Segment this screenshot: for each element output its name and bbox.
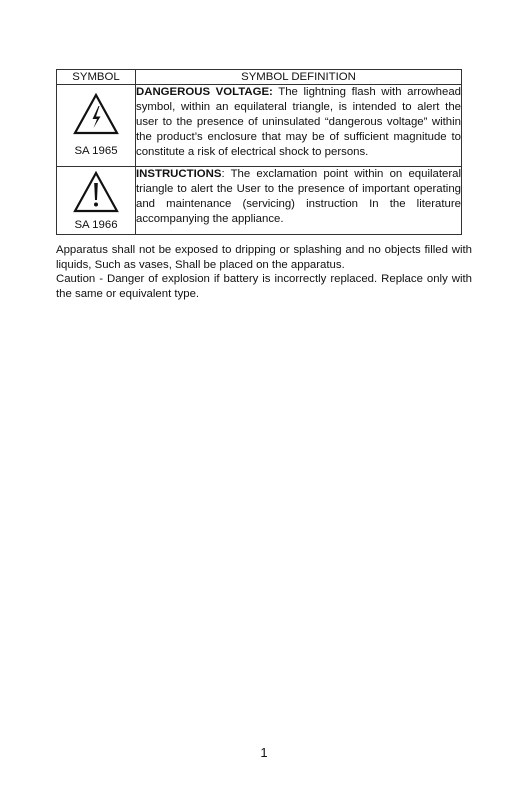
table-row (57, 85, 462, 167)
definition-text: The lightning flash with arrowhead symbol, within an equilateral triangle, is intended to alert the user to the presence of uninsulated “dangerous voltage” within the product’s enclosure that may be of sufficient magnitude to constitute a risk of electrical shock to persons. (136, 86, 461, 158)
definition-text: : The exclamation point within on equilateral triangle to alert the User to the presence of important operating and maintenance (servicing) instruction In the literature accompanying the appliance. (136, 168, 461, 225)
definition-heading: DANGEROUS VOLTAGE: (136, 86, 273, 98)
symbol-table (56, 69, 462, 235)
table-header-row (57, 70, 462, 85)
symbol-code: SA 1965 (74, 145, 118, 157)
symbol-cell (57, 167, 136, 235)
symbol-definition (136, 85, 462, 167)
page-number: 1 (260, 745, 268, 760)
symbol-definition (136, 167, 462, 235)
splashing-warning: Apparatus shall not be exposed to dripping or splashing and no objects filled with liquids, Such as vases, Shall be placed on the apparatus. (56, 244, 472, 271)
symbol-cell (57, 85, 136, 167)
symbol-code: SA 1966 (74, 219, 118, 231)
header-symbol: SYMBOL (57, 70, 136, 85)
exclamation-warning-triangle-icon (72, 170, 120, 214)
safety-notes (56, 243, 472, 301)
definition-heading: INSTRUCTIONS (136, 168, 222, 180)
table-row (57, 167, 462, 235)
lightning-warning-triangle-icon (72, 92, 120, 136)
header-definition: SYMBOL DEFINITION (136, 70, 462, 85)
battery-caution: Caution - Danger of explosion if battery is incorrectly replaced. Replace only with the same or equivalent type. (56, 273, 472, 300)
